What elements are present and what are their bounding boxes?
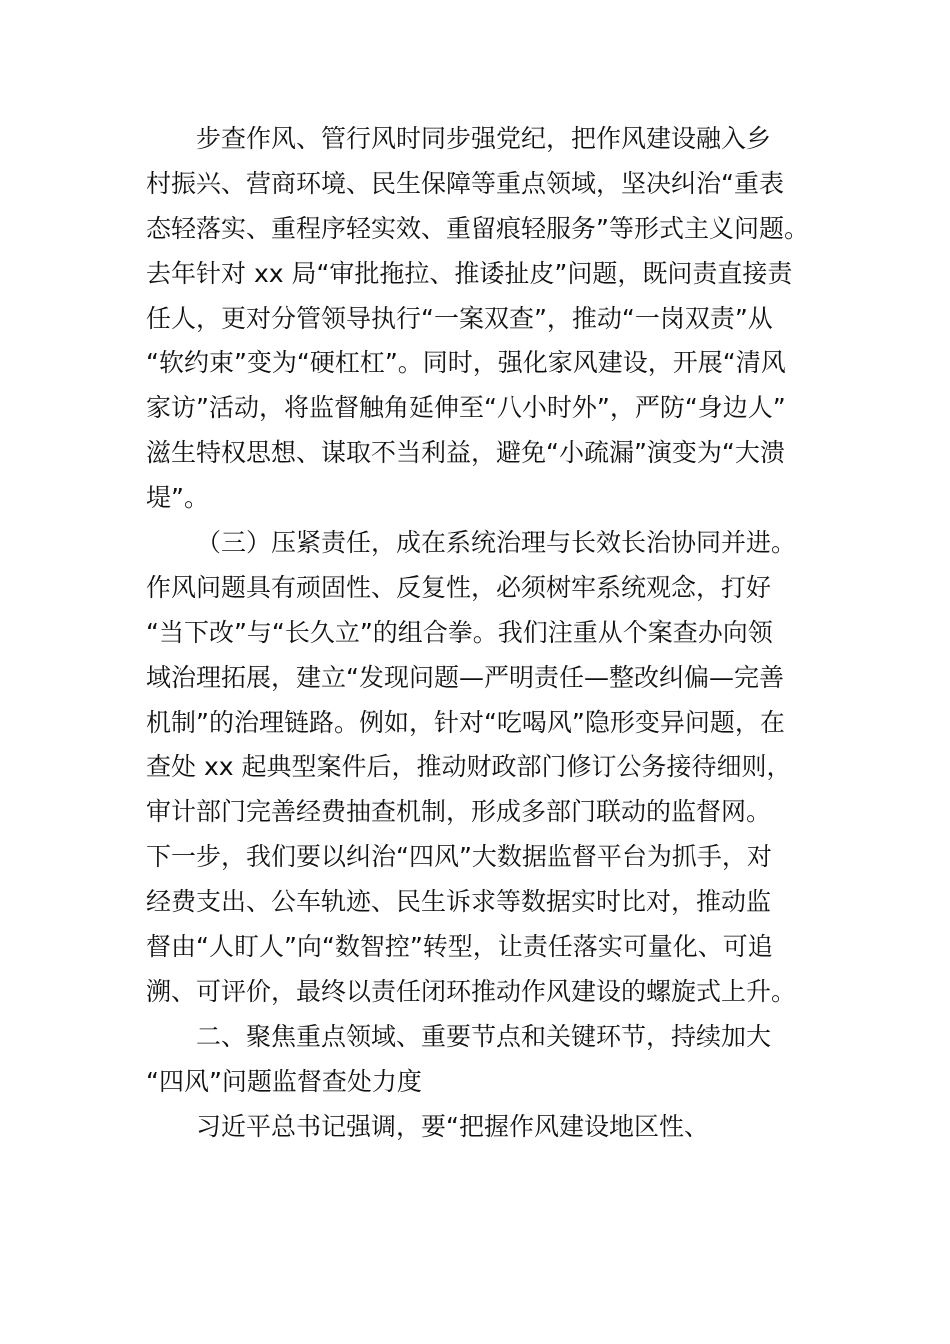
text-line: 域治理拓展，建立“发现问题—严明责任—整改纠偏—完善 <box>146 662 784 692</box>
text-line: 下一步，我们要以纠治“四风”大数据监督平台为抓手，对 <box>146 842 772 872</box>
text-line: 督由“人盯人”向“数智控”转型，让责任落实可量化、可追 <box>146 932 773 962</box>
text-line: 溯、可评价，最终以责任闭环推动作风建设的螺旋式上升。 <box>146 976 797 1006</box>
text-line: 经费支出、公车轨迹、民生诉求等数据实时比对，推动监 <box>146 887 772 917</box>
text-line: 态轻落实、重程序轻实效、重留痕轻服务”等形式主义问题。 <box>146 213 809 243</box>
section-heading-line: （三）压紧责任，成在系统治理与长效长治协同并进。 <box>196 528 797 558</box>
text-line: 任人，更对分管领导执行“一案双查”，推动“一岗双责”从 <box>146 303 773 333</box>
text-line: 去年针对 xx 局“审批拖拉、推诿扯皮”问题，既问责直接责 <box>146 258 793 288</box>
body-text <box>146 117 846 1149</box>
section-heading-line: “四风”问题监督查处力度 <box>146 1066 422 1096</box>
text-line: 习近平总书记强调，要“把握作风建设地区性、 <box>196 1111 709 1141</box>
text-line: 滋生特权思想、谋取不当利益，避免“小疏漏”演变为“大溃 <box>146 438 785 468</box>
section-heading-line: 二、聚焦重点领域、重要节点和关键环节，持续加大 <box>196 1021 772 1051</box>
text-line: 查处 xx 起典型案件后，推动财政部门修订公务接待细则， <box>146 752 792 782</box>
text-line: 堤”。 <box>146 483 209 513</box>
text-line: 家访”活动，将监督触角延伸至“八小时外”，严防“身边人” <box>146 393 786 423</box>
text-line: 步查作风、管行风时同步强党纪，把作风建设融入乡 <box>196 124 772 153</box>
text-line: “当下改”与“长久立”的组合拳。我们注重从个案查办向领 <box>146 617 773 647</box>
text-line: 机制”的治理链路。例如，针对“吃喝风”隐形变异问题，在 <box>146 707 785 737</box>
text-line: 作风问题具有顽固性、反复性，必须树牢系统观念，打好 <box>146 572 772 602</box>
text-line: 审计部门完善经费抽查机制，形成多部门联动的监督网。 <box>146 797 772 827</box>
text-line: “软约束”变为“硬杠杠”。同时，强化家风建设，开展“清风 <box>146 348 786 378</box>
text-line: 村振兴、营商环境、民生保障等重点领域，坚决纠治“重表 <box>146 168 784 198</box>
